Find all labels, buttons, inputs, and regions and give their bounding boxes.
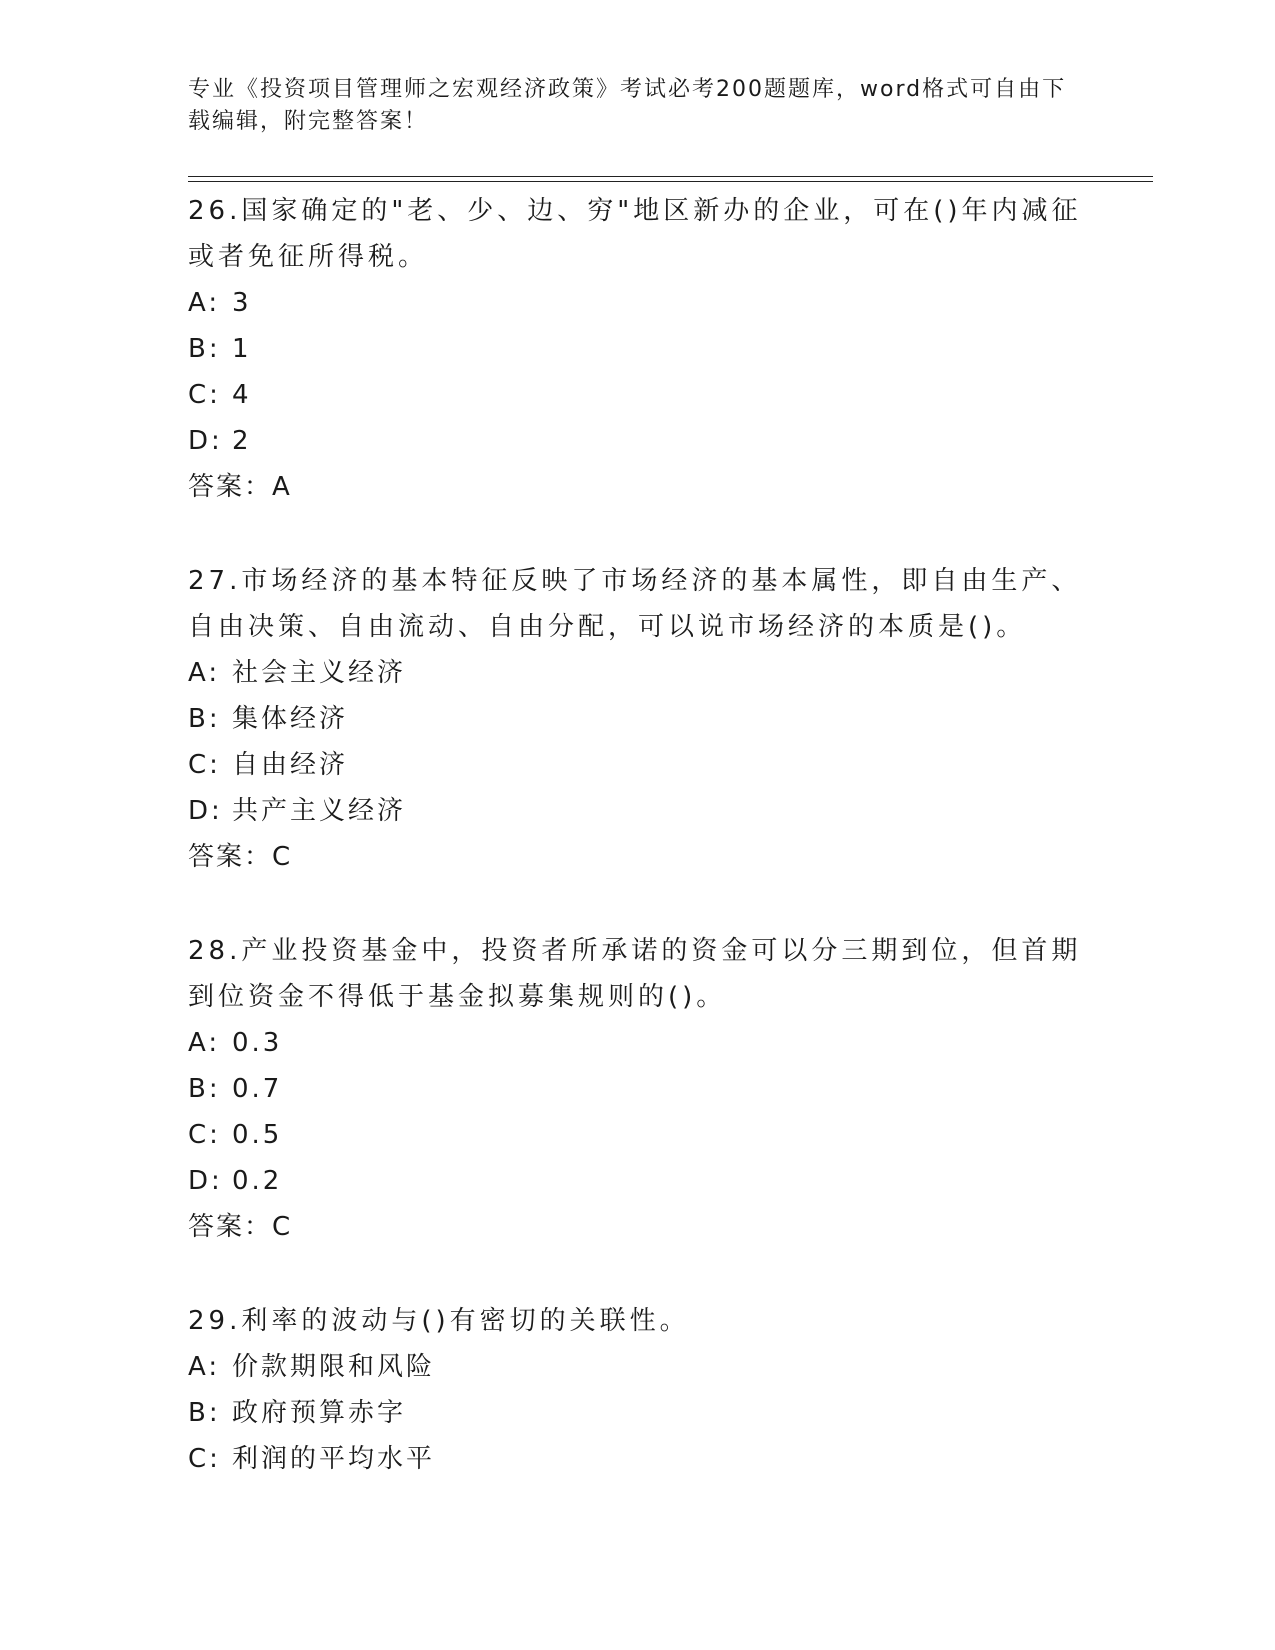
question-stem: 26.国家确定的"老、少、边、穷"地区新办的企业，可在()年内减征或者免征所得税。 [188, 196, 1082, 272]
option-c [188, 1436, 1088, 1482]
option-key: A: [188, 658, 221, 688]
option-key: C: [188, 380, 221, 410]
option-text: 4 [232, 380, 252, 410]
option-key: B: [188, 334, 221, 364]
option-a [188, 280, 1088, 326]
option-c [188, 742, 1088, 788]
answer: 答案：A [188, 472, 292, 502]
question-stem: 27.市场经济的基本特征反映了市场经济的基本属性，即自由生产、自由决策、自由流动、自由分配，可以说市场经济的本质是()。 [188, 566, 1082, 642]
option-c [188, 372, 1088, 418]
option-text: 3 [232, 288, 252, 318]
option-text: 1 [232, 334, 252, 364]
document-header: 专业《投资项目管理师之宏观经济政策》考试必考200题题库，word格式可自由下载编辑，附完整答案！ [188, 77, 1067, 134]
option-text: 价款期限和风险 [232, 1352, 436, 1382]
option-a [188, 650, 1088, 696]
header-divider-top [188, 176, 1153, 177]
header-divider-bottom [188, 181, 1153, 182]
option-text: 社会主义经济 [232, 658, 407, 688]
option-d [188, 1158, 1088, 1204]
option-a [188, 1020, 1088, 1066]
option-key: C: [188, 1444, 221, 1474]
question-stem: 29.利率的波动与()有密切的关联性。 [188, 1306, 690, 1336]
option-text: 共产主义经济 [232, 796, 407, 826]
answer: 答案：C [188, 842, 293, 872]
question-list [188, 188, 1088, 1530]
option-key: B: [188, 1398, 221, 1428]
option-text: 2 [232, 426, 252, 456]
answer: 答案：C [188, 1212, 293, 1242]
option-d [188, 418, 1088, 464]
option-key: B: [188, 704, 221, 734]
option-text: 0.2 [232, 1166, 283, 1196]
option-text: 政府预算赤字 [232, 1398, 407, 1428]
option-d [188, 788, 1088, 834]
option-text: 0.7 [232, 1074, 283, 1104]
question-28 [188, 928, 1088, 1250]
question-26 [188, 188, 1088, 510]
question-stem: 28.产业投资基金中，投资者所承诺的资金可以分三期到位，但首期到位资金不得低于基金拟募集规则的()。 [188, 936, 1082, 1012]
option-c [188, 1112, 1088, 1158]
option-b [188, 1066, 1088, 1112]
option-key: A: [188, 1352, 221, 1382]
option-key: B: [188, 1074, 221, 1104]
option-key: D: [188, 426, 223, 456]
option-text: 利润的平均水平 [232, 1444, 436, 1474]
option-text: 集体经济 [232, 704, 349, 734]
question-29 [188, 1298, 1088, 1482]
question-27 [188, 558, 1088, 880]
option-key: D: [188, 796, 223, 826]
option-b [188, 696, 1088, 742]
option-key: C: [188, 1120, 221, 1150]
option-key: D: [188, 1166, 223, 1196]
option-text: 0.5 [232, 1120, 283, 1150]
option-b [188, 326, 1088, 372]
option-key: C: [188, 750, 221, 780]
option-text: 0.3 [232, 1028, 283, 1058]
option-a [188, 1344, 1088, 1390]
option-key: A: [188, 1028, 221, 1058]
option-text: 自由经济 [232, 750, 349, 780]
option-b [188, 1390, 1088, 1436]
option-key: A: [188, 288, 221, 318]
